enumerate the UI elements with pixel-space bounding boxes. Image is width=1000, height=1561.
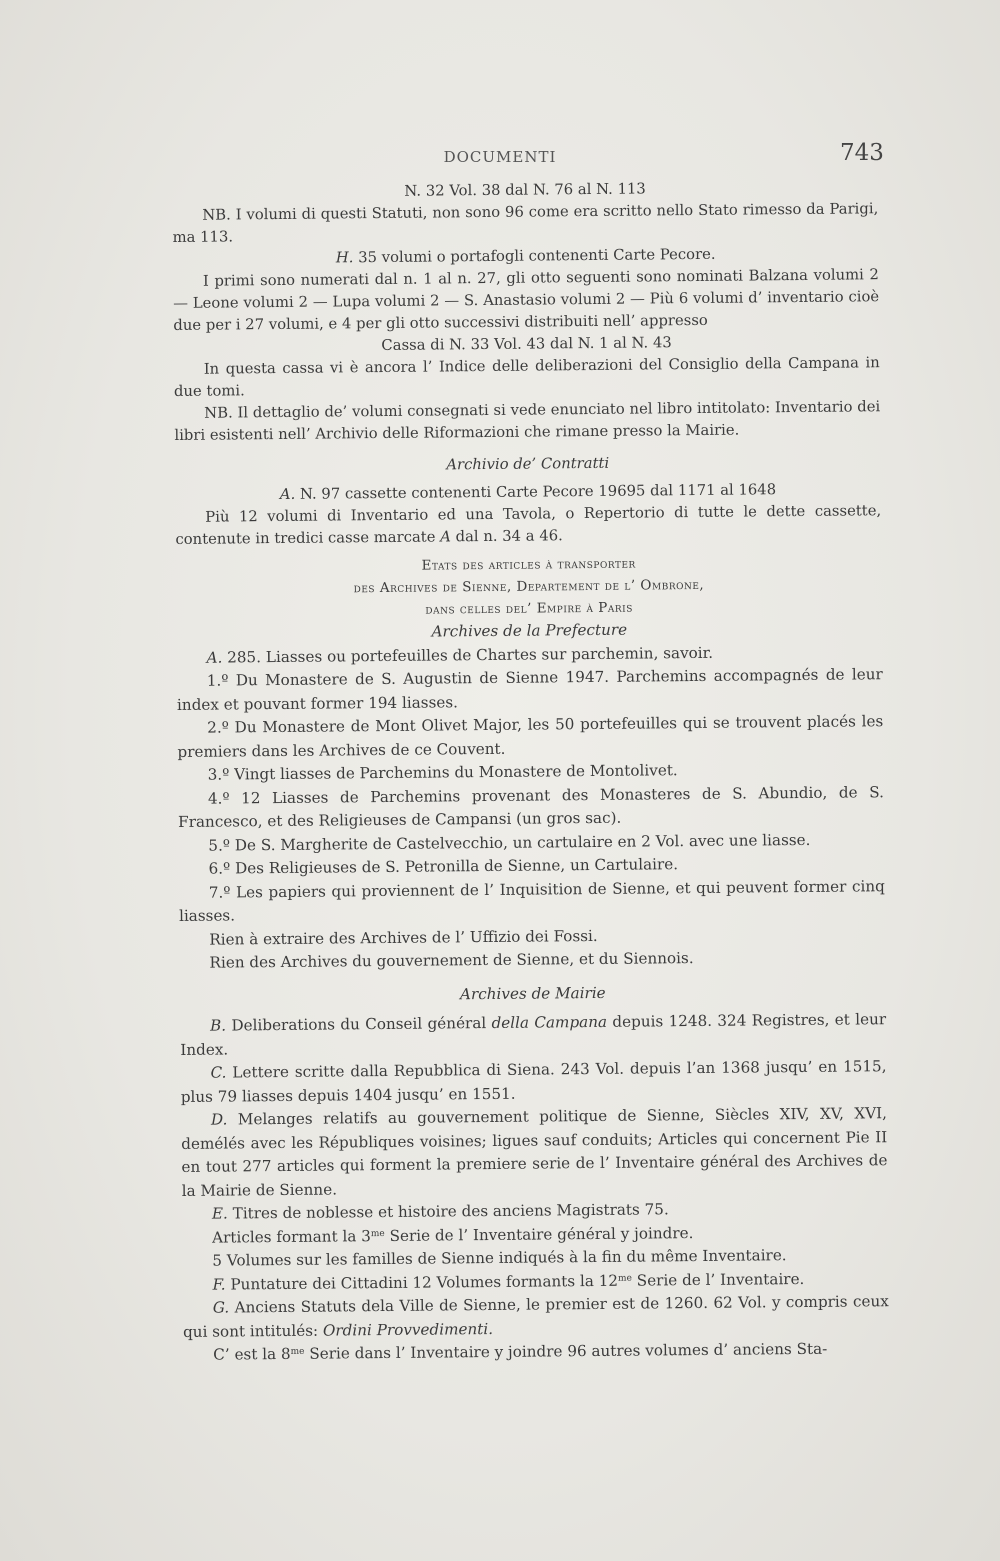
b-text-1: Deliberations du Conseil général bbox=[226, 1013, 492, 1035]
mairie-b-entry bbox=[180, 1008, 886, 1062]
piu-text: Più 12 volumi di Inventario ed una Tavola, o Repertorio di tutte le dette cassette, contenute in tredici casse marcate bbox=[175, 502, 882, 548]
page-number: 743 bbox=[840, 140, 884, 166]
pref-a-letter: A. bbox=[206, 648, 223, 667]
g-text: Anciens Statuts dela Ville de Sienne, le premier est de 1260. 62 Vol. y compris ceux qui sont intitulés: bbox=[182, 1292, 889, 1341]
d-text: Melanges relatifs au gouvernement politique de Sienne, Siècles XIV, XV, XVI, demélés avec les Républiques voisines; ligues sauf conduits; Articles qui concernent Pie II en tout 277 articles qui forment la premiere serie de l’ Inventaire général des Archives de la Mairie de Sienne. bbox=[181, 1104, 888, 1200]
page-body bbox=[172, 176, 889, 1367]
h-letter: H. bbox=[335, 249, 354, 267]
etats-heading-3: dans celles del’ Empire à Paris bbox=[425, 599, 633, 618]
a-letter: A. bbox=[279, 485, 296, 503]
list-item: 1.º Du Monastere de S. Augustin de Sienne 1947. Parchemins accompagnés de leur index et pouvant former 194 liasses. bbox=[176, 665, 883, 714]
articles-sup: me bbox=[370, 1228, 385, 1239]
nb-dettaglio: NB. Il dettaglio de’ volumi consegnati si vede enunciato nel libro intitolato: Inventario dei libri esistenti nell’ Archivio delle Riformazioni che rimane presso la Mairie. bbox=[174, 398, 881, 444]
list-item: 2.º Du Monastere de Mont Olivet Major, les 50 portefeuilles qui se trouvent placés les premiers dans les Archives de ce Couvent. bbox=[177, 712, 884, 761]
mairie-d-entry bbox=[181, 1102, 888, 1203]
nb-statuti: NB. I volumi di questi Statuti, non sono 96 come era scritto nello Stato rimesso da Parigi, ma 113. bbox=[172, 200, 879, 246]
b-text-2: depuis 1248. 324 Registres, et leur Index. bbox=[180, 1010, 887, 1059]
articles-text-b: Serie de l’ Inventaire général y joindre. bbox=[384, 1223, 694, 1245]
piu-a: A bbox=[440, 528, 451, 546]
piu-end: dal n. 34 a 46. bbox=[450, 527, 563, 546]
e-text: Titres de noblesse et histoire des anciens Magistrats 75. bbox=[227, 1200, 669, 1223]
mairie-heading: Archives de Mairie bbox=[459, 983, 606, 1003]
volume-line: N. 32 Vol. 38 dal N. 76 al N. 113 bbox=[404, 180, 646, 200]
etats-heading-2: des Archives de Sienne, Departement de l’ Ombrone, bbox=[353, 576, 705, 597]
pref-a-text: 285. Liasses ou portefeuilles de Chartes sur parchemin, savoir. bbox=[222, 643, 714, 667]
etats-heading-1: Etats des articles à transporter bbox=[421, 555, 636, 574]
cest-text-b: Serie dans l’ Inventaire y joindre 96 autres volumes d’ anciens Sta- bbox=[304, 1339, 828, 1363]
contratti-heading: Archivio de’ Contratti bbox=[446, 454, 610, 474]
rien-gouvernement: Rien des Archives du gouvernement de Sienne, et du Siennois. bbox=[209, 949, 694, 972]
piu-paragraph bbox=[175, 500, 881, 551]
prefecture-heading: Archives de la Prefecture bbox=[431, 620, 628, 641]
list-item: 6.º Des Religieuses de S. Petronilla de Sienne, un Cartulaire. bbox=[208, 855, 679, 878]
primi-paragraph: I primi sono numerati dal n. 1 al n. 27, gli otto seguenti sono nominati Balzana volumi 2 — Leone volumi 2 — Lupa volumi 2 — S. Anastasio volumi 2 — Più 6 volumi d’ inventario cioè due per i 27 volumi, e 4 per gli otto successivi distribuiti nell’ appresso bbox=[173, 266, 880, 334]
cinq-volumes: 5 Volumes sur les familles de Sienne indiqués à la fin du même Inventaire. bbox=[212, 1246, 787, 1270]
cest-text-a: C’ est la 8 bbox=[213, 1344, 291, 1364]
c-letter: C. bbox=[210, 1063, 227, 1082]
prefecture-section bbox=[176, 616, 889, 1367]
g-italic: Ordini Provvedimenti. bbox=[322, 1319, 494, 1340]
questa-paragraph: In questa cassa vi è ancora l’ Indice delle deliberazioni del Consiglio della Campana in due tomi. bbox=[173, 354, 880, 400]
b-italic: della Campana bbox=[491, 1012, 608, 1032]
a-text: N. 97 cassette contenenti Carte Pecore 19695 dal 1171 al 1648 bbox=[295, 481, 777, 503]
d-letter: D. bbox=[210, 1110, 228, 1129]
mairie-c-entry bbox=[180, 1055, 886, 1109]
cest-sup: me bbox=[290, 1346, 305, 1357]
h-text: 35 volumi o portafogli contenenti Carte Pecore. bbox=[353, 245, 716, 267]
list-item: 5.º De S. Margherite de Castelvecchio, un cartulaire en 2 Vol. avec une liasse. bbox=[208, 830, 811, 855]
f-sup: me bbox=[617, 1273, 632, 1284]
mairie-g-entry bbox=[183, 1290, 889, 1344]
cassa-line: Cassa di N. 33 Vol. 43 dal N. 1 al N. 43 bbox=[381, 334, 672, 354]
list-item: 3.º Vingt liasses de Parchemins du Monastere de Montolivet. bbox=[207, 761, 678, 784]
list-item: 4.º 12 Liasses de Parchemins provenant des Monasteres de S. Abundio, de S. Francesco, et des Religieuses de Campansi (un gros sac). bbox=[178, 782, 884, 831]
rien-fossi: Rien à extraire des Archives de l’ Uffizio dei Fossi. bbox=[209, 926, 598, 949]
articles-text-a: Articles formant la 3 bbox=[212, 1226, 371, 1247]
list-item: 7.º Les papiers qui proviennent de l’ Inquisition de Sienne, et qui peuvent former cinq liasses. bbox=[178, 876, 885, 925]
b-letter: B. bbox=[210, 1016, 227, 1035]
f-text-b: Serie de l’ Inventaire. bbox=[631, 1269, 805, 1290]
e-letter: E. bbox=[211, 1204, 228, 1223]
f-letter: F. bbox=[212, 1275, 226, 1294]
g-letter: G. bbox=[212, 1298, 230, 1317]
c-text: Lettere scritte dalla Repubblica di Siena. 243 Vol. depuis l’an 1368 jusqu’ en 1515, plus 79 liasses depuis 1404 jusqu’ en 1551. bbox=[180, 1057, 887, 1106]
running-header: DOCUMENTI bbox=[443, 148, 557, 166]
f-text-a: Puntature dei Cittadini 12 Volumes formants la 12 bbox=[225, 1271, 619, 1294]
